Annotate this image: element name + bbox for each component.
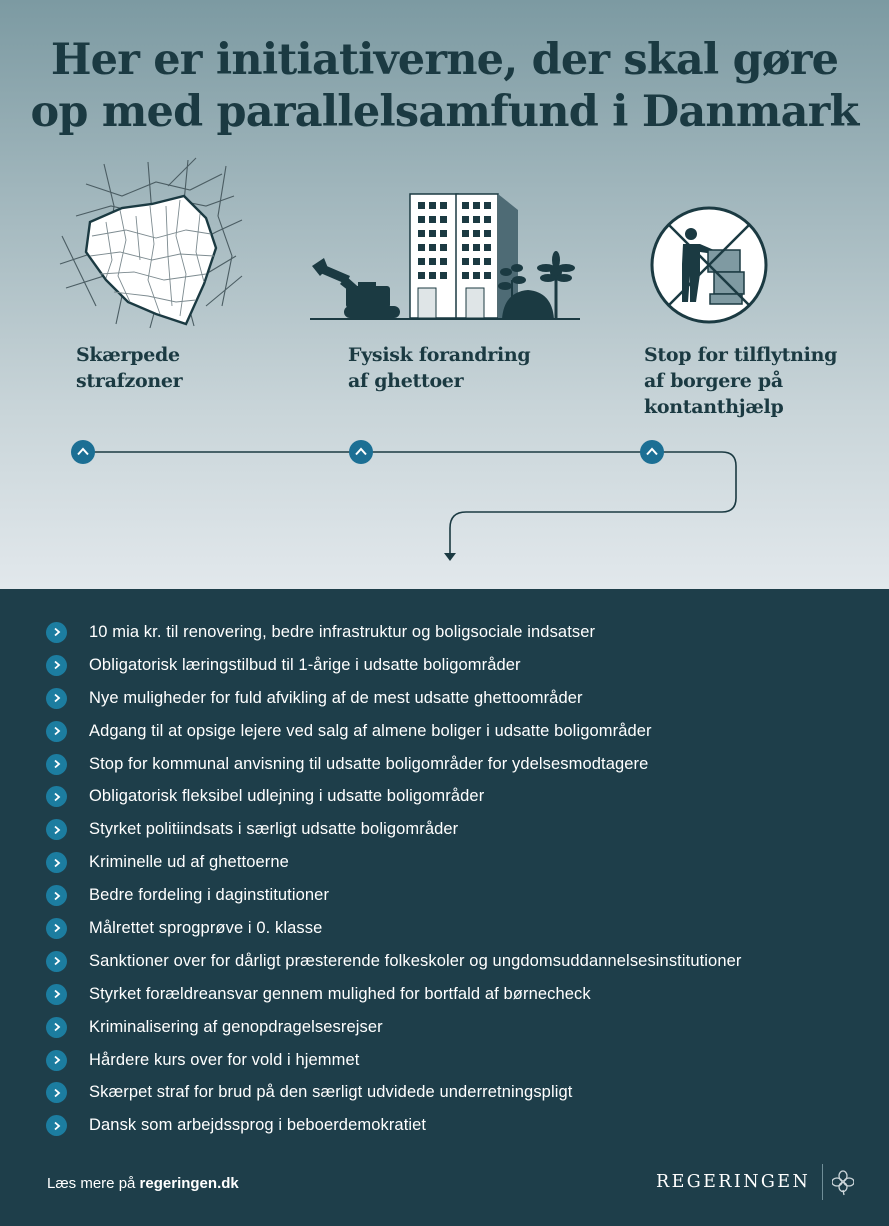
city-map-icon xyxy=(56,156,246,330)
timeline-node-2 xyxy=(349,440,373,464)
initiatives-list xyxy=(46,616,741,1142)
brand-logo-text: REGERINGEN xyxy=(656,1172,811,1192)
chevron-right-icon xyxy=(46,951,67,972)
list-item xyxy=(46,748,741,781)
chevron-right-icon xyxy=(46,754,67,775)
chevron-right-icon xyxy=(46,885,67,906)
timeline-connector xyxy=(0,430,889,570)
chevron-right-icon xyxy=(46,1017,67,1038)
read-more-text xyxy=(47,1175,239,1192)
timeline-node-3 xyxy=(640,440,664,464)
clover-logo-icon xyxy=(832,1170,854,1196)
chevron-right-icon xyxy=(46,852,67,873)
page-title xyxy=(0,34,889,138)
list-item-text: Stop for kommunal anvisning til udsatte boligområder for ydelsesmodtagere xyxy=(89,754,649,773)
pillar-label-ghettoer xyxy=(348,342,530,394)
pillar-3-line-1: Stop for tilflytning xyxy=(644,344,838,366)
list-item xyxy=(46,1076,741,1109)
arrow-down-icon xyxy=(444,553,456,561)
list-item-text: Dansk som arbejdssprog i beboerdemokratiet xyxy=(89,1116,427,1135)
read-more-prefix: Læs mere på xyxy=(47,1175,140,1192)
list-item-text: Adgang til at opsige lejere ved salg af almene boliger i udsatte boligområder xyxy=(89,721,652,740)
list-item-text: Kriminelle ud af ghettoerne xyxy=(89,853,289,872)
list-item xyxy=(46,1044,741,1077)
pillar-2-line-2: af ghettoer xyxy=(348,370,464,392)
demolition-buildings-icon xyxy=(306,188,584,324)
chevron-right-icon xyxy=(46,1115,67,1136)
chevron-right-icon xyxy=(46,688,67,709)
list-item-text: Hårdere kurs over for vold i hjemmet xyxy=(89,1050,360,1069)
chevron-right-icon xyxy=(46,1082,67,1103)
chevron-right-icon xyxy=(46,1050,67,1071)
chevron-right-icon xyxy=(46,819,67,840)
list-item xyxy=(46,616,741,649)
initiatives-section xyxy=(0,589,889,1226)
list-item xyxy=(46,780,741,813)
pillar-1-line-2: strafzoner xyxy=(76,370,183,392)
list-item-text: Obligatorisk læringstilbud til 1-årige i udsatte boligområder xyxy=(89,655,521,674)
list-item xyxy=(46,649,741,682)
chevron-right-icon xyxy=(46,622,67,643)
list-item xyxy=(46,945,741,978)
no-moving-icon xyxy=(648,204,770,326)
list-item xyxy=(46,715,741,748)
title-line-1: Her er initiativerne, der skal gøre xyxy=(50,35,839,85)
list-item-text: Nye muligheder for fuld afvikling af de mest udsatte ghettoområder xyxy=(89,688,583,707)
title-line-2: op med parallelsamfund i Danmark xyxy=(30,87,859,137)
chevron-right-icon xyxy=(46,655,67,676)
list-item-text: Skærpet straf for brud på den særligt udvidede underretningspligt xyxy=(89,1083,573,1102)
pillar-1-line-1: Skærpede xyxy=(76,344,180,366)
list-item xyxy=(46,846,741,879)
chevron-right-icon xyxy=(46,984,67,1005)
list-item xyxy=(46,1011,741,1044)
list-item xyxy=(46,912,741,945)
pillar-3-line-2: af borgere på xyxy=(644,370,783,392)
list-item-text: Sanktioner over for dårligt præsterende folkeskoler og ungdomsuddannelsesinstitutioner xyxy=(89,951,742,970)
pillar-label-strafzoner xyxy=(76,342,182,394)
list-item-text: 10 mia kr. til renovering, bedre infrastruktur og boligsociale indsatser xyxy=(89,622,596,641)
list-item-text: Målrettet sprogprøve i 0. klasse xyxy=(89,918,323,937)
list-item-text: Styrket politiindsats i særligt udsatte boligområder xyxy=(89,820,459,839)
header-section xyxy=(0,0,889,589)
list-item xyxy=(46,813,741,846)
list-item-text: Kriminalisering af genopdragelsesrejser xyxy=(89,1017,383,1036)
list-item xyxy=(46,978,741,1011)
list-item-text: Styrket forældreansvar gennem mulighed for bortfald af børnecheck xyxy=(89,984,591,1003)
list-item-text: Obligatorisk fleksibel udlejning i udsatte boligområder xyxy=(89,787,485,806)
timeline-node-1 xyxy=(71,440,95,464)
pillar-2-line-1: Fysisk forandring xyxy=(348,344,531,366)
chevron-right-icon xyxy=(46,786,67,807)
pillar-3-line-3: kontanthjælp xyxy=(644,396,784,418)
chevron-right-icon xyxy=(46,721,67,742)
pillar-label-tilflytning xyxy=(644,342,837,420)
list-item-text: Bedre fordeling i daginstitutioner xyxy=(89,886,330,905)
list-item xyxy=(46,879,741,912)
regeringen-link[interactable]: regeringen.dk xyxy=(139,1175,239,1192)
chevron-right-icon xyxy=(46,918,67,939)
list-item xyxy=(46,682,741,715)
list-item xyxy=(46,1109,741,1142)
brand-divider xyxy=(822,1164,823,1200)
